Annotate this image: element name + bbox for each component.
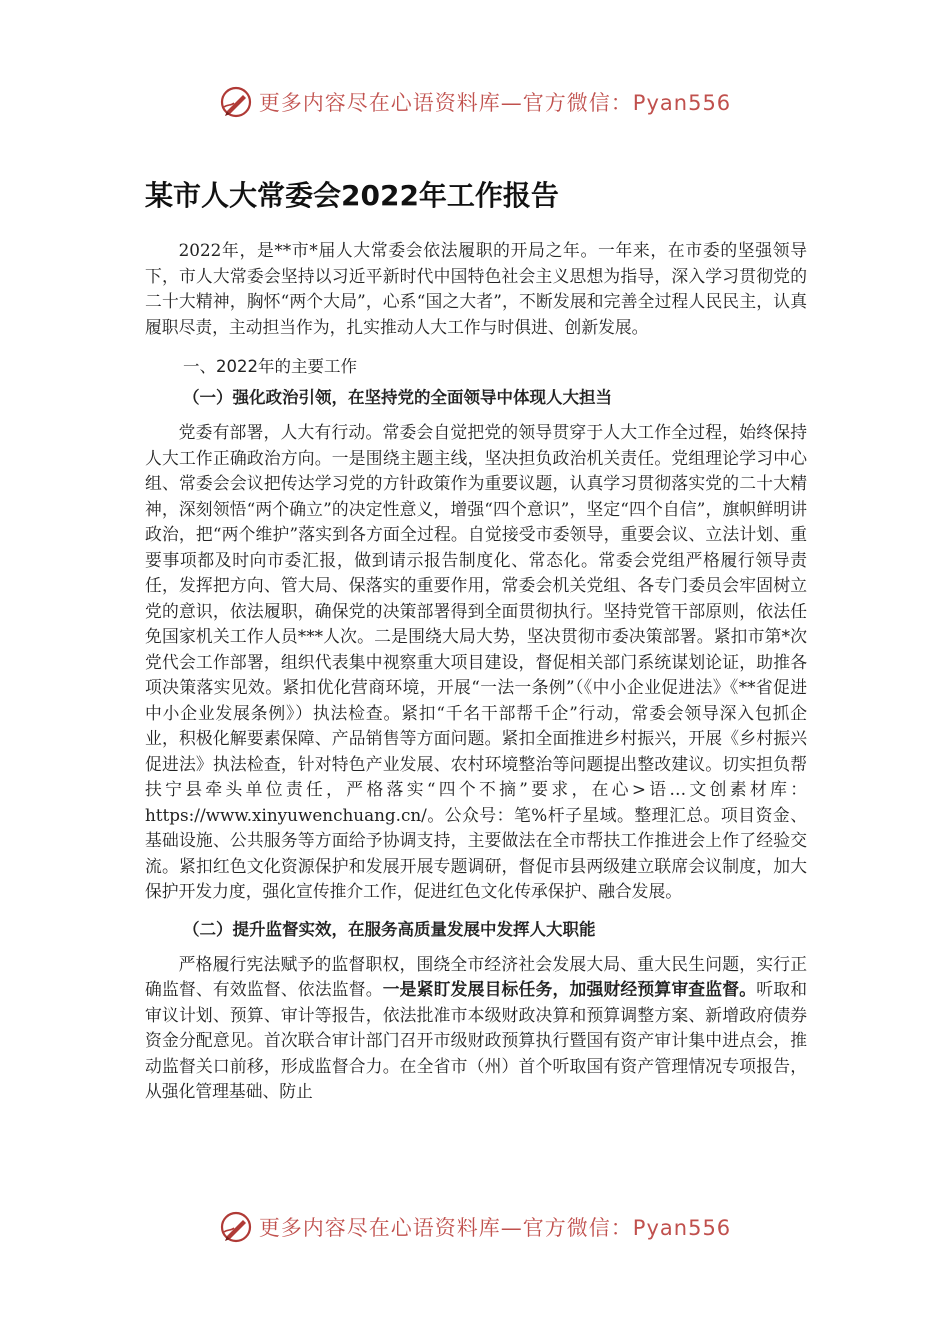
subsection-heading-2: （二）提升监督实效，在服务高质量发展中发挥人大职能 [183,919,596,939]
paragraph-text: 听取和审议计划、预算、审计等报告，依法批准市本级财政决算和预算调整方案、新增政府债券资金分配意见。首次联合审计部门召开市级财政预算执行暨国有资产审计集中进点会，推动监督关口前移，形成监督合力。在全省市（州）首个听取国有资产管理情况专项报告，从强化管理基础、防止 [145,979,807,1101]
pen-circle-icon [219,85,253,119]
pen-circle-icon [219,1210,253,1244]
intro-paragraph: 2022年，是**市*届人大常委会依法履职的开局之年。一年来，在市委的坚强领导下，市人大常委会坚持以习近平新时代中国特色社会主义思想为指导，深入学习贯彻党的二十大精神，胸怀“两个大局”，心系“国之大者”，不断发展和完善全过程人民民主，认真履职尽责，主动担当作为，扎实推动人大工作与时俱进、创新发展。 [145,240,807,337]
banner-text: 更多内容尽在心语资料库—官方微信：Pyan556 [258,91,732,115]
subsection-2-paragraph [145,952,807,1105]
banner-text: 更多内容尽在心语资料库—官方微信：Pyan556 [258,1216,732,1240]
document-body [145,176,807,1105]
page-title: 某市人大常委会2022年工作报告 [145,179,559,212]
emphasis-text: 一是紧盯发展目标任务，加强财经预算审查监督。 [382,979,757,999]
subsection-heading-1: （一）强化政治引领，在坚持党的全面领导中体现人大担当 [183,388,612,407]
section-heading: 一、2022年的主要工作 [183,357,357,376]
header-banner [0,82,950,122]
footer-banner [0,1207,950,1247]
paragraph-text: 严格履行宪法赋予的监督职权，围绕全市经济社会发展大局、重大民生问题，实行正确监督、有效监督、依法监督。 [145,953,807,999]
subsection-1-paragraph: 党委有部署，人大有行动。常委会自觉把党的领导贯穿于人大工作全过程，始终保持人大工作正确政治方向。一是围绕主题主线，坚决担负政治机关责任。党组理论学习中心组、常委会会议把传达学习党的方针政策作为重要议题，认真学习贯彻落实党的二十大精神，深刻领悟“两个确立”的决定性意义，增强“四个意识”，坚定“四个自信”，旗帜鲜明讲政治，把“两个维护”落实到各方面全过程。自觉接受市委领导，重要会议、立法计划、重要事项都及时向市委汇报，做到请示报告制度化、常态化。常委会党组严格履行领导责任，发挥把方向、管大局、保落实的重要作用，常委会机关党组、各专门委员会牢固树立党的意识，依法履职，确保党的决策部署得到全面贯彻执行。坚持党管干部原则，依法任免国家机关工作人员***人次。二是围绕大局大势，坚决贯彻市委决策部署。紧扣市第*次党代会工作部署，组织代表集中视察重大项目建设，督促相关部门系统谋划论证，助推各项决策落实见效。紧扣优化营商环境，开展“一法一条例”（《中小企业促进法》《**省促进中小企业发展条例》）执法检查。紧扣“千名干部帮千企”行动，常委会领导深入包抓企业，积极化解要素保障、产品销售等方面问题。紧扣全面推进乡村振兴，开展《乡村振兴促进法》执法检查，针对特色产业发展、农村环境整治等问题提出整改建议。切实担负帮扶宁县牵头单位责任，严格落实“四个不摘”要求，在心>语…文创素材库：https://www.xinyuwenchuang.cn/。公众号：笔%杆子星域。整理汇总。项目资金、基础设施、公共服务等方面给予协调支持，主要做法在全市帮扶工作推进会上作了经验交流。紧扣红色文化资源保护和发展开展专题调研，督促市县两级建立联席会议制度，加大保护开发力度，强化宣传推介工作，促进红色文化传承保护、融合发展。 [145,422,807,901]
